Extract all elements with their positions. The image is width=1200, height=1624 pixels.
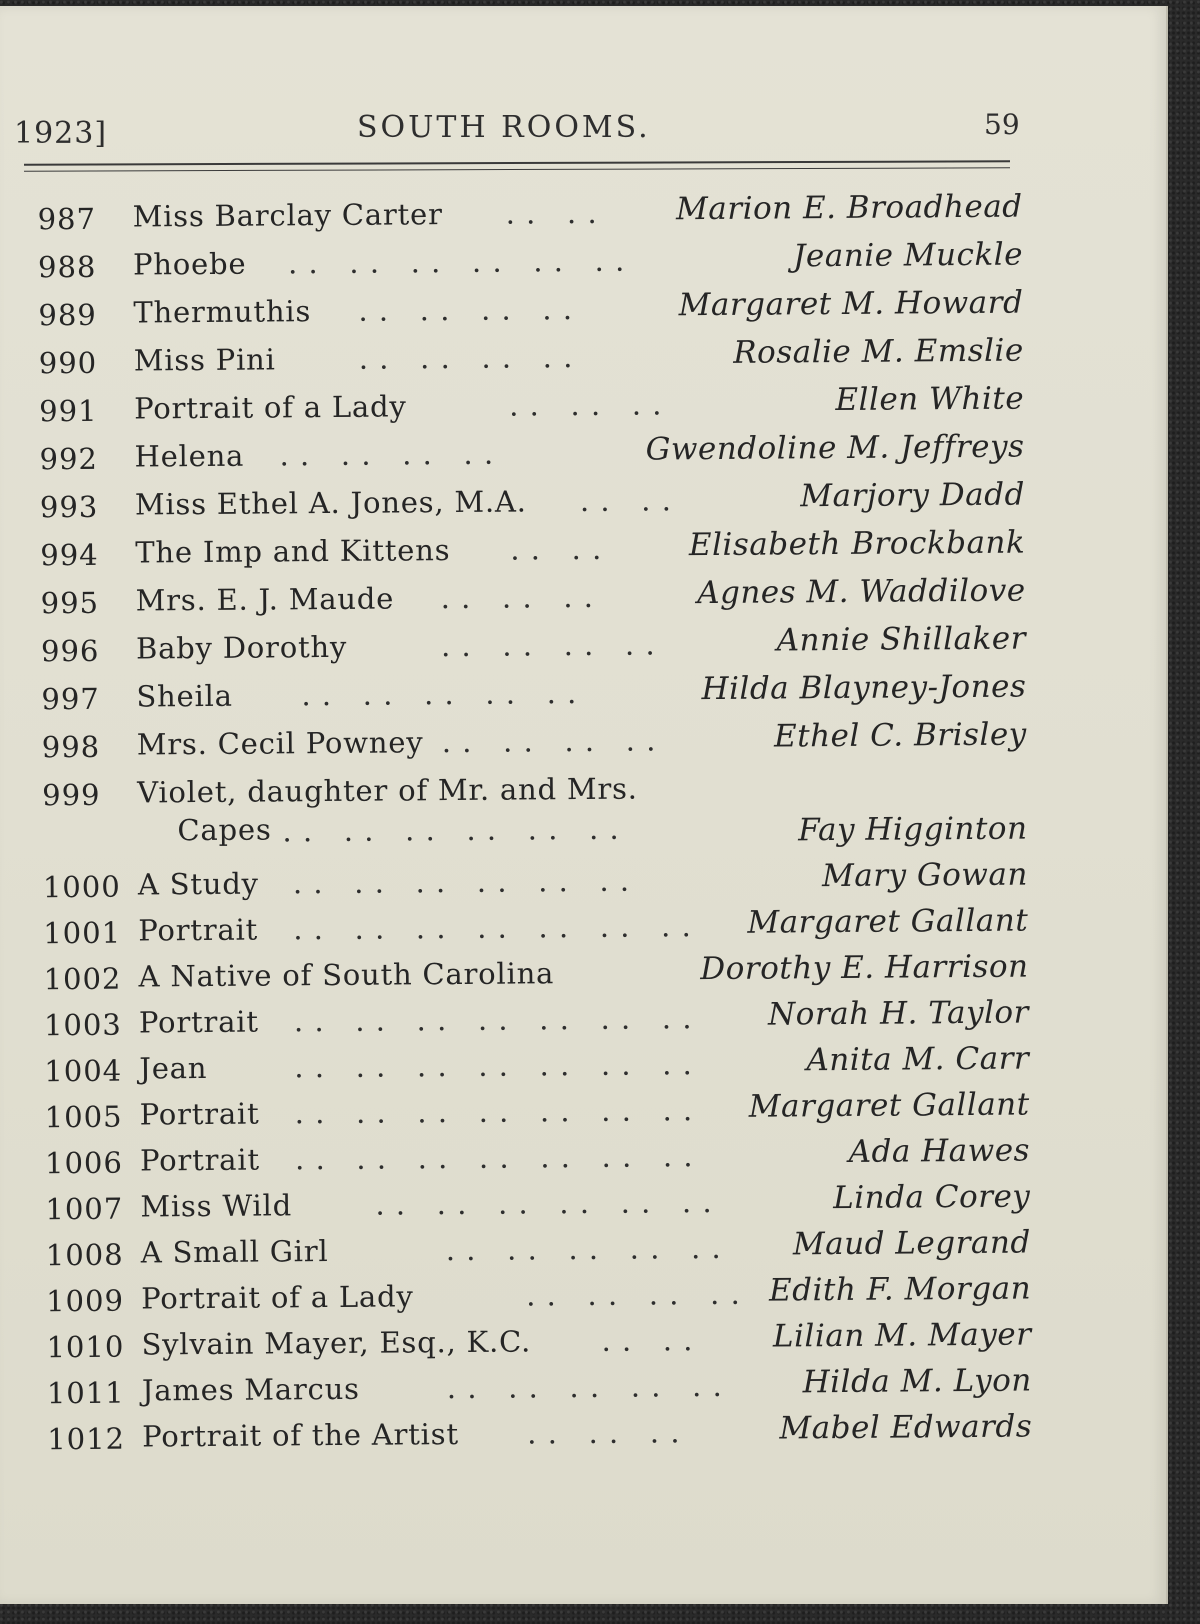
entry-number: 1007	[45, 1191, 124, 1227]
entry-number: 994	[40, 537, 99, 573]
entry-number: 1006	[44, 1145, 124, 1181]
entry-title: Portrait	[139, 1142, 260, 1178]
dot-leader: . . . . . . . . . . . . . .	[294, 1047, 693, 1085]
entry-row	[45, 1179, 1030, 1227]
entry-title: Sylvain Mayer, Esq., K.C.	[141, 1324, 532, 1362]
entry-number: 1010	[46, 1329, 125, 1365]
entry-title: Violet, daughter of Mr. and Mrs.	[137, 771, 638, 810]
entry-row	[39, 333, 1024, 381]
entry-row	[47, 1363, 1032, 1411]
entry-number: 1004	[44, 1053, 123, 1089]
entry-row	[38, 237, 1023, 285]
entry-number: 987	[37, 201, 97, 237]
dot-leader: . . . .	[601, 1323, 694, 1358]
entry-number: 1008	[45, 1237, 124, 1273]
entry-title-continued: Capes	[177, 812, 272, 848]
entry-artist: Rosalie M. Emslie	[733, 332, 1024, 371]
entry-artist: Jeanie Muckle	[792, 236, 1024, 275]
entry-artist: Gwendoline M. Jeffreys	[645, 428, 1025, 468]
entry-row	[44, 1041, 1029, 1089]
entry-row	[41, 669, 1026, 717]
entry-row	[46, 1271, 1031, 1319]
dot-leader: . . . . . . . . . .	[301, 676, 578, 713]
entry-row	[47, 1409, 1032, 1457]
entry-artist: Marjory Dadd	[800, 476, 1025, 515]
entry-title: Portrait of the Artist	[142, 1417, 459, 1454]
dot-leader: . . . . . . . . . . . .	[292, 863, 631, 901]
entry-number: 988	[37, 249, 97, 285]
entry-row	[41, 621, 1026, 669]
entry-title: A Native of South Carolina	[138, 956, 555, 994]
entry-artist: Ada Hawes	[848, 1132, 1031, 1170]
entry-title: Sheila	[136, 678, 233, 714]
dot-leader: . . . . . . . .	[358, 292, 574, 328]
entry-artist: Margaret M. Howard	[678, 284, 1024, 324]
entry-artist: Anita M. Carr	[806, 1040, 1030, 1079]
entry-number: 999	[42, 777, 101, 813]
entry-row	[43, 857, 1028, 905]
entry-title: Miss Pini	[133, 342, 276, 378]
entry-number: 989	[38, 297, 97, 333]
entry-row	[40, 573, 1025, 621]
entry-artist: Mabel Edwards	[779, 1408, 1033, 1447]
dot-leader: . . . .	[579, 483, 672, 519]
entry-row	[39, 381, 1024, 429]
entry-artist: Mary Gowan	[821, 856, 1028, 895]
dot-leader: . . . . . . . .	[358, 340, 574, 376]
entry-title: Mrs. Cecil Powney	[136, 725, 424, 762]
entry-title: Portrait	[138, 1004, 259, 1040]
dot-leader: . . . . . .	[440, 579, 595, 616]
entry-row	[46, 1317, 1031, 1365]
dot-leader: . . . . . . . . . . . .	[282, 811, 620, 849]
dot-leader: . . . . . . . . . . . .	[287, 243, 626, 281]
dot-leader: . . . .	[505, 195, 598, 231]
dot-leader: . . . . . .	[527, 1415, 681, 1451]
header-year: 1923]	[14, 116, 108, 151]
entry-title: Miss Barclay Carter	[132, 197, 443, 234]
entry-title: Jean	[139, 1050, 208, 1086]
dot-leader: . . . . . . . . . .	[446, 1368, 723, 1406]
entry-artist: Fay Higginton	[797, 810, 1028, 849]
entry-number: 992	[39, 441, 99, 477]
entry-artist: Lilian M. Mayer	[772, 1316, 1032, 1355]
entry-artist: Margaret Gallant	[748, 1086, 1030, 1125]
entry-list	[0, 1, 1179, 1608]
entry-number: 1012	[47, 1421, 126, 1457]
entry-title: Miss Wild	[140, 1188, 293, 1224]
entry-artist: Margaret Gallant	[747, 902, 1029, 941]
catalogue-page	[0, 6, 1168, 1604]
dot-leader: . . . . . . . . . . . . . .	[293, 909, 692, 947]
dot-leader: . . . . . . . . . . . . . .	[294, 1139, 694, 1177]
entry-artist: Hilda Blayney-Jones	[701, 668, 1027, 708]
entry-row	[45, 1133, 1030, 1181]
dot-leader: . . . .	[510, 531, 603, 567]
entry-artist: Edith F. Morgan	[768, 1270, 1032, 1309]
entry-title: Phoebe	[132, 246, 247, 282]
entry-row	[46, 1225, 1031, 1273]
dot-leader: . . . . . . . .	[441, 723, 657, 760]
entry-row	[42, 717, 1027, 765]
entry-title: Mrs. E. J. Maude	[135, 581, 395, 618]
entry-title: A Study	[137, 866, 259, 902]
dot-leader: . . . . . . . .	[525, 1276, 741, 1313]
entry-number: 1001	[43, 915, 122, 951]
entry-title: Portrait	[138, 912, 259, 948]
dot-leader: . . . . . . . . . . . .	[375, 1185, 713, 1222]
entry-number: 995	[40, 585, 100, 621]
entry-artist: Elisabeth Brockbank	[688, 524, 1026, 564]
entry-artist: Dorothy E. Harrison	[700, 948, 1029, 988]
page-number: 59	[984, 108, 1020, 141]
entry-number: 998	[41, 729, 101, 765]
entry-number: 1009	[46, 1283, 125, 1319]
entry-number: 997	[41, 681, 100, 717]
entry-artist: Ethel C. Brisley	[773, 716, 1027, 755]
entry-title: Thermuthis	[133, 294, 312, 330]
entry-row	[37, 189, 1022, 237]
entry-artist: Norah H. Taylor	[767, 994, 1030, 1033]
entry-artist: Ellen White	[835, 380, 1025, 419]
entry-row	[40, 525, 1025, 573]
entry-artist: Linda Corey	[833, 1178, 1031, 1217]
entry-title: The Imp and Kittens	[135, 533, 451, 570]
dot-leader: . . . . . . . .	[279, 436, 495, 473]
entry-title: James Marcus	[141, 1371, 360, 1408]
entry-artist: Maud Legrand	[792, 1224, 1031, 1263]
entry-title: Portrait of a Lady	[141, 1279, 414, 1316]
entry-artist: Marion E. Broadhead	[675, 188, 1023, 228]
entry-row	[38, 285, 1023, 333]
entry-artist: Hilda M. Lyon	[802, 1362, 1032, 1401]
entry-artist: Annie Shillaker	[776, 620, 1027, 659]
entry-title: Portrait	[139, 1096, 260, 1132]
entry-row	[44, 995, 1029, 1043]
entry-number: 996	[40, 633, 100, 669]
entry-number: 1005	[44, 1099, 123, 1135]
entry-number: 1000	[42, 869, 121, 905]
entry-number: 1011	[46, 1375, 125, 1411]
dot-leader: . . . . . . . . . .	[445, 1230, 722, 1268]
entry-row	[45, 1087, 1030, 1135]
entry-title: Miss Ethel A. Jones, M.A.	[134, 484, 527, 522]
entry-row	[40, 477, 1025, 525]
entry-title: A Small Girl	[140, 1234, 329, 1270]
dot-leader: . . . . . . . .	[440, 627, 656, 664]
entry-number: 1003	[43, 1007, 122, 1043]
entry-artist: Agnes M. Waddilove	[697, 572, 1026, 612]
entry-row	[43, 903, 1028, 951]
entry-row	[39, 429, 1024, 477]
dot-leader: . . . . . . . . . . . . . .	[294, 1093, 694, 1131]
entry-title: Helena	[134, 438, 245, 474]
entry-number: 990	[38, 345, 98, 381]
page-title: SOUTH ROOMS.	[357, 110, 651, 145]
entry-number: 1002	[43, 961, 122, 997]
entry-number: 993	[39, 489, 99, 525]
entry-row	[42, 765, 1028, 859]
entry-title: Baby Dorothy	[135, 629, 348, 666]
dot-leader: . . . . . .	[509, 387, 663, 423]
entry-title: Portrait of a Lady	[134, 389, 407, 426]
entry-number: 991	[39, 393, 98, 429]
entry-row	[43, 949, 1028, 997]
dot-leader: . . . . . . . . . . . . . .	[293, 1001, 693, 1039]
